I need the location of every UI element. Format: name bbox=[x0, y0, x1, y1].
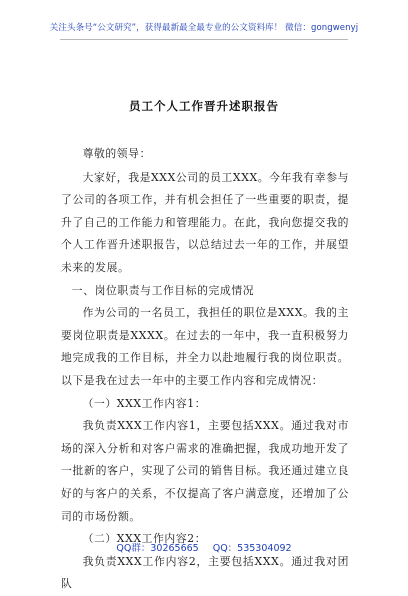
document-body bbox=[61, 143, 349, 596]
subsection-heading-1: （一）XXX工作内容1： bbox=[82, 396, 207, 410]
header-divider bbox=[60, 39, 348, 40]
salutation: 尊敬的领导： bbox=[82, 147, 151, 160]
document-title: 员工个人工作晋升述职报告 bbox=[129, 99, 279, 113]
paragraph-work-2: 我负责XXX工作内容2，主要包括XXX。通过我对团队 bbox=[61, 554, 349, 591]
subsection-heading-2: （二）XXX工作内容2： bbox=[82, 532, 207, 546]
paragraph-work-1: 我负责XXX工作内容1，主要包括XXX。通过我对市场的深入分析和对客户需求的准确把握，我成功地开发了一批新的客户，实现了公司的销售目标。我还通过建立良好的与客户的关系，不仅提高了客户满意度，还增加了公司的市场份额。 bbox=[61, 419, 349, 523]
page-footer-contact bbox=[0, 540, 408, 554]
footer-qq-group: QQ群：30265665 bbox=[116, 543, 199, 554]
footer-qq-number: QQ：535304092 bbox=[212, 543, 292, 554]
paragraph-intro: 大家好，我是XXX公司的员工XXX。今年我有幸参与了公司的各项工作，并有机会担任了一些重要的职责，提升了自己的工作能力和管理能力。在此，我向您提交我的个人工作晋升述职报告，以总结过去一年的工作，并展望未来的发展。 bbox=[61, 170, 349, 274]
page-header-notice: 关注头条号“公文研究”，获得最新最全最专业的公文资料库！ 微信：gongwenyj bbox=[49, 23, 359, 33]
section-heading-1: 一、岗位职责与工作目标的完成情况 bbox=[71, 283, 255, 297]
paragraph-duties: 作为公司的一名员工，我担任的职位是XXX。我的主要岗位职责是XXXX。在过去的一年中，我一直积极努力地完成我的工作目标，并全力以赴地履行我的岗位职责。以下是我在过去一年中的主要工作内容和完成情况： bbox=[61, 306, 349, 387]
